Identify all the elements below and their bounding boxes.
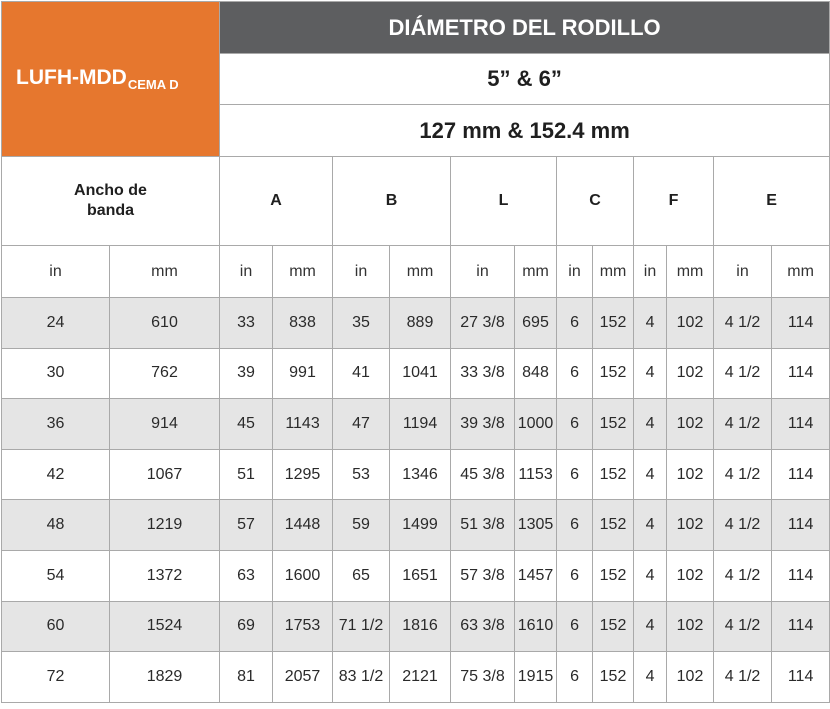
unit-label: mm [390, 246, 451, 298]
table-cell: 57 [220, 500, 273, 551]
table-cell: 54 [2, 550, 110, 601]
unit-label: mm [667, 246, 714, 298]
table-cell: 6 [557, 399, 593, 450]
table-row [2, 399, 830, 450]
table-cell: 152 [593, 399, 634, 450]
table-cell: 4 [634, 348, 667, 399]
table-cell: 4 1/2 [714, 550, 772, 601]
model-name-cell [2, 2, 220, 157]
unit-label: in [451, 246, 515, 298]
table-cell: 47 [333, 399, 390, 450]
dimensions-table [1, 1, 830, 703]
table-cell: 102 [667, 500, 714, 551]
table-cell: 889 [390, 298, 451, 349]
table-cell: 4 1/2 [714, 298, 772, 349]
roller-diameter-title: DIÁMETRO DEL RODILLO [220, 2, 830, 54]
table-cell: 71 1/2 [333, 601, 390, 652]
table-cell: 48 [2, 500, 110, 551]
table-cell: 30 [2, 348, 110, 399]
unit-label: in [714, 246, 772, 298]
table-row [2, 500, 830, 551]
table-cell: 51 3/8 [451, 500, 515, 551]
table-cell: 114 [772, 298, 830, 349]
model-name: LUFH-MDD [16, 66, 127, 89]
table-cell: 4 1/2 [714, 500, 772, 551]
roller-diameter-mm: 127 mm & 152.4 mm [220, 105, 830, 157]
table-cell: 1524 [110, 601, 220, 652]
table-row [2, 550, 830, 601]
table-cell: 4 1/2 [714, 348, 772, 399]
table-cell: 102 [667, 298, 714, 349]
table-cell: 60 [2, 601, 110, 652]
band-width-header [2, 157, 220, 246]
column-group-b: B [333, 157, 451, 246]
table-cell: 1143 [273, 399, 333, 450]
table-cell: 102 [667, 348, 714, 399]
table-cell: 63 3/8 [451, 601, 515, 652]
table-cell: 75 3/8 [451, 652, 515, 703]
table-row [2, 348, 830, 399]
table-cell: 2057 [273, 652, 333, 703]
table-cell: 762 [110, 348, 220, 399]
table-cell: 102 [667, 550, 714, 601]
table-cell: 69 [220, 601, 273, 652]
table-cell: 6 [557, 449, 593, 500]
table-cell: 51 [220, 449, 273, 500]
table-cell: 1753 [273, 601, 333, 652]
table-cell: 72 [2, 652, 110, 703]
table-cell: 991 [273, 348, 333, 399]
table-cell: 63 [220, 550, 273, 601]
table-cell: 838 [273, 298, 333, 349]
table-cell: 102 [667, 449, 714, 500]
table-cell: 1295 [273, 449, 333, 500]
table-cell: 24 [2, 298, 110, 349]
unit-label: mm [110, 246, 220, 298]
table-cell: 1194 [390, 399, 451, 450]
unit-label: mm [772, 246, 830, 298]
table-cell: 6 [557, 500, 593, 551]
table-cell: 114 [772, 449, 830, 500]
table-cell: 4 [634, 652, 667, 703]
table-cell: 4 1/2 [714, 449, 772, 500]
unit-label: mm [273, 246, 333, 298]
table-cell: 4 [634, 550, 667, 601]
table-cell: 1915 [515, 652, 557, 703]
table-cell: 59 [333, 500, 390, 551]
table-cell: 1305 [515, 500, 557, 551]
table-cell: 102 [667, 399, 714, 450]
table-cell: 1816 [390, 601, 451, 652]
table-cell: 1610 [515, 601, 557, 652]
table-cell: 152 [593, 298, 634, 349]
table-cell: 39 3/8 [451, 399, 515, 450]
table-row [2, 601, 830, 652]
table-cell: 152 [593, 601, 634, 652]
table-cell: 114 [772, 601, 830, 652]
table-cell: 35 [333, 298, 390, 349]
column-group-f: F [634, 157, 714, 246]
table-cell: 33 3/8 [451, 348, 515, 399]
table-cell: 152 [593, 348, 634, 399]
unit-label: mm [593, 246, 634, 298]
table-row [2, 652, 830, 703]
table-cell: 114 [772, 399, 830, 450]
column-group-l: L [451, 157, 557, 246]
table-cell: 1219 [110, 500, 220, 551]
table-cell: 1499 [390, 500, 451, 551]
table-cell: 36 [2, 399, 110, 450]
table-row [2, 298, 830, 349]
table-cell: 848 [515, 348, 557, 399]
table-cell: 41 [333, 348, 390, 399]
table-cell: 27 3/8 [451, 298, 515, 349]
table-cell: 4 [634, 399, 667, 450]
table-cell: 1067 [110, 449, 220, 500]
table-cell: 2121 [390, 652, 451, 703]
table-cell: 42 [2, 449, 110, 500]
table-cell: 114 [772, 550, 830, 601]
table-cell: 6 [557, 601, 593, 652]
unit-label: in [220, 246, 273, 298]
table-cell: 53 [333, 449, 390, 500]
table-cell: 57 3/8 [451, 550, 515, 601]
units-row [2, 246, 830, 298]
table-cell: 1372 [110, 550, 220, 601]
table-cell: 1153 [515, 449, 557, 500]
table-cell: 6 [557, 652, 593, 703]
table-cell: 1600 [273, 550, 333, 601]
table-cell: 914 [110, 399, 220, 450]
table-cell: 102 [667, 601, 714, 652]
table-cell: 4 [634, 601, 667, 652]
table-cell: 33 [220, 298, 273, 349]
table-cell: 1651 [390, 550, 451, 601]
unit-label: in [634, 246, 667, 298]
unit-label: in [333, 246, 390, 298]
column-group-a: A [220, 157, 333, 246]
table-cell: 1041 [390, 348, 451, 399]
unit-label: in [2, 246, 110, 298]
table-cell: 65 [333, 550, 390, 601]
table-cell: 152 [593, 652, 634, 703]
data-rows [2, 298, 830, 703]
table-cell: 83 1/2 [333, 652, 390, 703]
table-cell: 152 [593, 550, 634, 601]
table-cell: 4 1/2 [714, 652, 772, 703]
table-cell: 4 [634, 500, 667, 551]
column-group-c: C [557, 157, 634, 246]
table-cell: 114 [772, 652, 830, 703]
roller-diameter-inches: 5” & 6” [220, 54, 830, 105]
table-cell: 1448 [273, 500, 333, 551]
table-cell: 6 [557, 348, 593, 399]
table-cell: 4 [634, 298, 667, 349]
table-cell: 114 [772, 500, 830, 551]
table-cell: 1346 [390, 449, 451, 500]
model-subscript: CEMA D [127, 77, 179, 92]
table-cell: 81 [220, 652, 273, 703]
band-width-label: Ancho de banda [74, 182, 147, 219]
column-group-e: E [714, 157, 830, 246]
table-cell: 102 [667, 652, 714, 703]
unit-label: in [557, 246, 593, 298]
table-cell: 45 3/8 [451, 449, 515, 500]
table-cell: 6 [557, 550, 593, 601]
table-cell: 4 1/2 [714, 399, 772, 450]
table-cell: 6 [557, 298, 593, 349]
table-row [2, 449, 830, 500]
unit-label: mm [515, 246, 557, 298]
table-cell: 114 [772, 348, 830, 399]
table-cell: 152 [593, 500, 634, 551]
table-cell: 39 [220, 348, 273, 399]
table-cell: 45 [220, 399, 273, 450]
table-cell: 152 [593, 449, 634, 500]
table-cell: 610 [110, 298, 220, 349]
table-cell: 4 1/2 [714, 601, 772, 652]
table-cell: 4 [634, 449, 667, 500]
table-cell: 1457 [515, 550, 557, 601]
table-cell: 695 [515, 298, 557, 349]
table-cell: 1829 [110, 652, 220, 703]
table-cell: 1000 [515, 399, 557, 450]
